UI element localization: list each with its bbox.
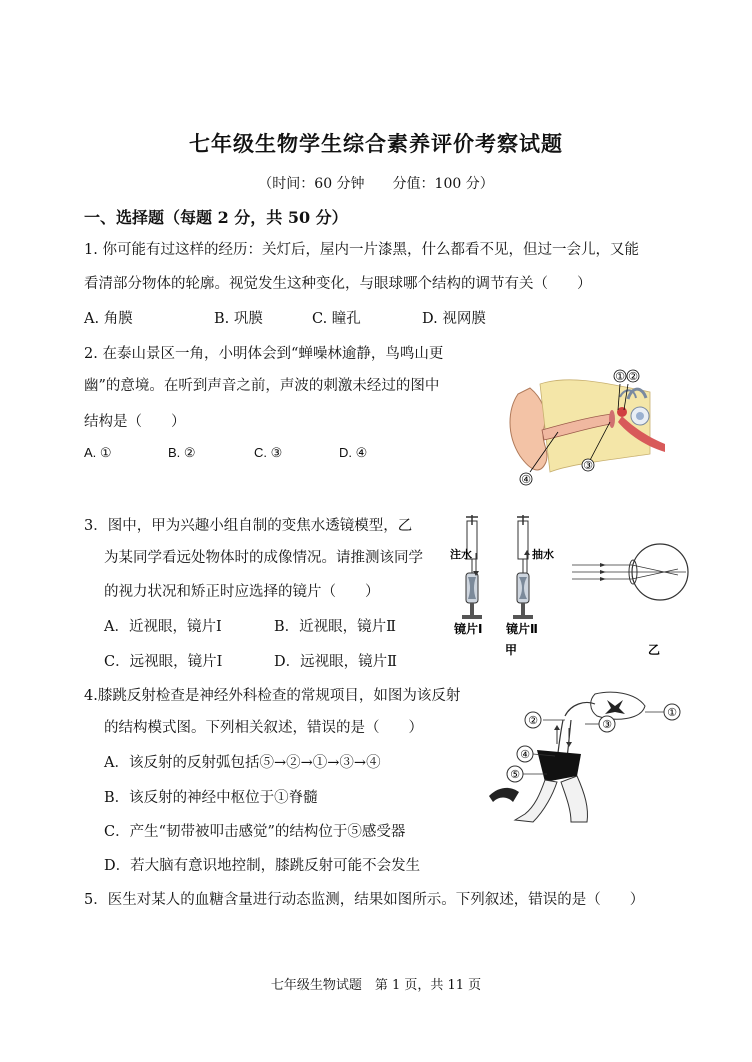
- yi-label: 乙: [648, 643, 661, 657]
- q2-line1: 2. 在泰山景区一角，小明体会到“蝉噪林逾静，鸟鸣山更: [84, 346, 444, 362]
- q3-option-c: C．远视眼，镜片Ⅰ: [104, 654, 223, 670]
- q3-option-b: B．近视眼，镜片Ⅱ: [274, 619, 397, 635]
- q2-option-a: A. ①: [84, 445, 112, 460]
- q4-option-d: D．若大脑有意识地控制，膝跳反射可能不会发生: [104, 858, 421, 874]
- jia-label: 甲: [505, 643, 518, 657]
- q4-option-c: C．产生“韧带被叩击感觉”的结构位于⑤感受器: [104, 824, 406, 840]
- lens-model-diagram: [440, 515, 700, 660]
- page-footer: 七年级生物试题 第 1 页，共 11 页: [270, 978, 482, 993]
- knee-label-4: ④: [520, 748, 530, 761]
- q2-line3: 结构是（ ）: [84, 414, 186, 430]
- draw-label: 抽水: [532, 548, 554, 561]
- ear-label-3: ③: [583, 459, 593, 472]
- q3-line3: 的视力状况和矫正时应选择的镜片（ ）: [104, 584, 380, 600]
- q3-option-a: A．近视眼，镜片Ⅰ: [104, 619, 222, 635]
- q1-option-c: C. 瞳孔: [312, 311, 361, 327]
- q4-option-a: A．该反射的反射弧包括⑤→②→①→③→④: [104, 755, 381, 771]
- q3-line2: 为某同学看远处物体时的成像情况。请推测该同学: [104, 550, 423, 566]
- q4-option-b: B．该反射的神经中枢位于①脊髓: [104, 790, 318, 806]
- q1-line1: 1. 你可能有过这样的经历：关灯后，屋内一片漆黑，什么都看不见，但过一会儿，又能: [84, 242, 639, 258]
- q5-line1: 5．医生对某人的血糖含量进行动态监测，结果如图所示。下列叙述，错误的是（ ）: [84, 892, 645, 908]
- knee-label-3: ③: [602, 718, 612, 731]
- inject-label: 注水: [450, 548, 472, 561]
- q1-option-a: A. 角膜: [84, 311, 133, 327]
- q2-option-d: D. ④: [339, 445, 368, 460]
- lens1-label: 镜片Ⅰ: [454, 622, 483, 636]
- ear-label-1: ①: [615, 370, 625, 383]
- q1-line2: 看清部分物体的轮廓。视觉发生这种变化，与眼球哪个结构的调节有关（ ）: [84, 276, 592, 292]
- ear-label-4: ④: [521, 473, 531, 486]
- section-heading: 一、选择题（每题 2 分，共 50 分）: [84, 208, 348, 227]
- q2-option-b: B. ②: [168, 445, 196, 460]
- q1-option-b: B. 巩膜: [214, 311, 263, 327]
- lens2-label: 镜片Ⅱ: [506, 622, 538, 636]
- page-title: 七年级生物学生综合素养评价考察试题: [189, 131, 563, 156]
- q4-line2: 的结构模式图。下列相关叙述，错误的是（ ）: [104, 720, 423, 736]
- ear-label-2: ②: [628, 370, 638, 383]
- exam-info: （时间：60 分钟 分值：100 分）: [258, 176, 494, 192]
- knee-label-1: ①: [667, 706, 677, 719]
- q3-option-d: D．远视眼，镜片Ⅱ: [274, 654, 397, 670]
- knee-reflex-diagram: [485, 690, 685, 830]
- q3-line1: 3．图中，甲为兴趣小组自制的变焦水透镜模型，乙: [84, 518, 413, 534]
- q4-line1: 4.膝跳反射检查是神经外科检查的常规项目，如图为该反射: [84, 688, 461, 704]
- ear-diagram: [500, 364, 675, 489]
- q2-line2: 幽”的意境。在听到声音之前，声波的刺激未经过的图中: [84, 378, 440, 394]
- knee-label-2: ②: [528, 714, 538, 727]
- knee-label-5: ⑤: [510, 768, 520, 781]
- q1-option-d: D. 视网膜: [422, 311, 486, 327]
- q2-option-c: C. ③: [254, 445, 283, 460]
